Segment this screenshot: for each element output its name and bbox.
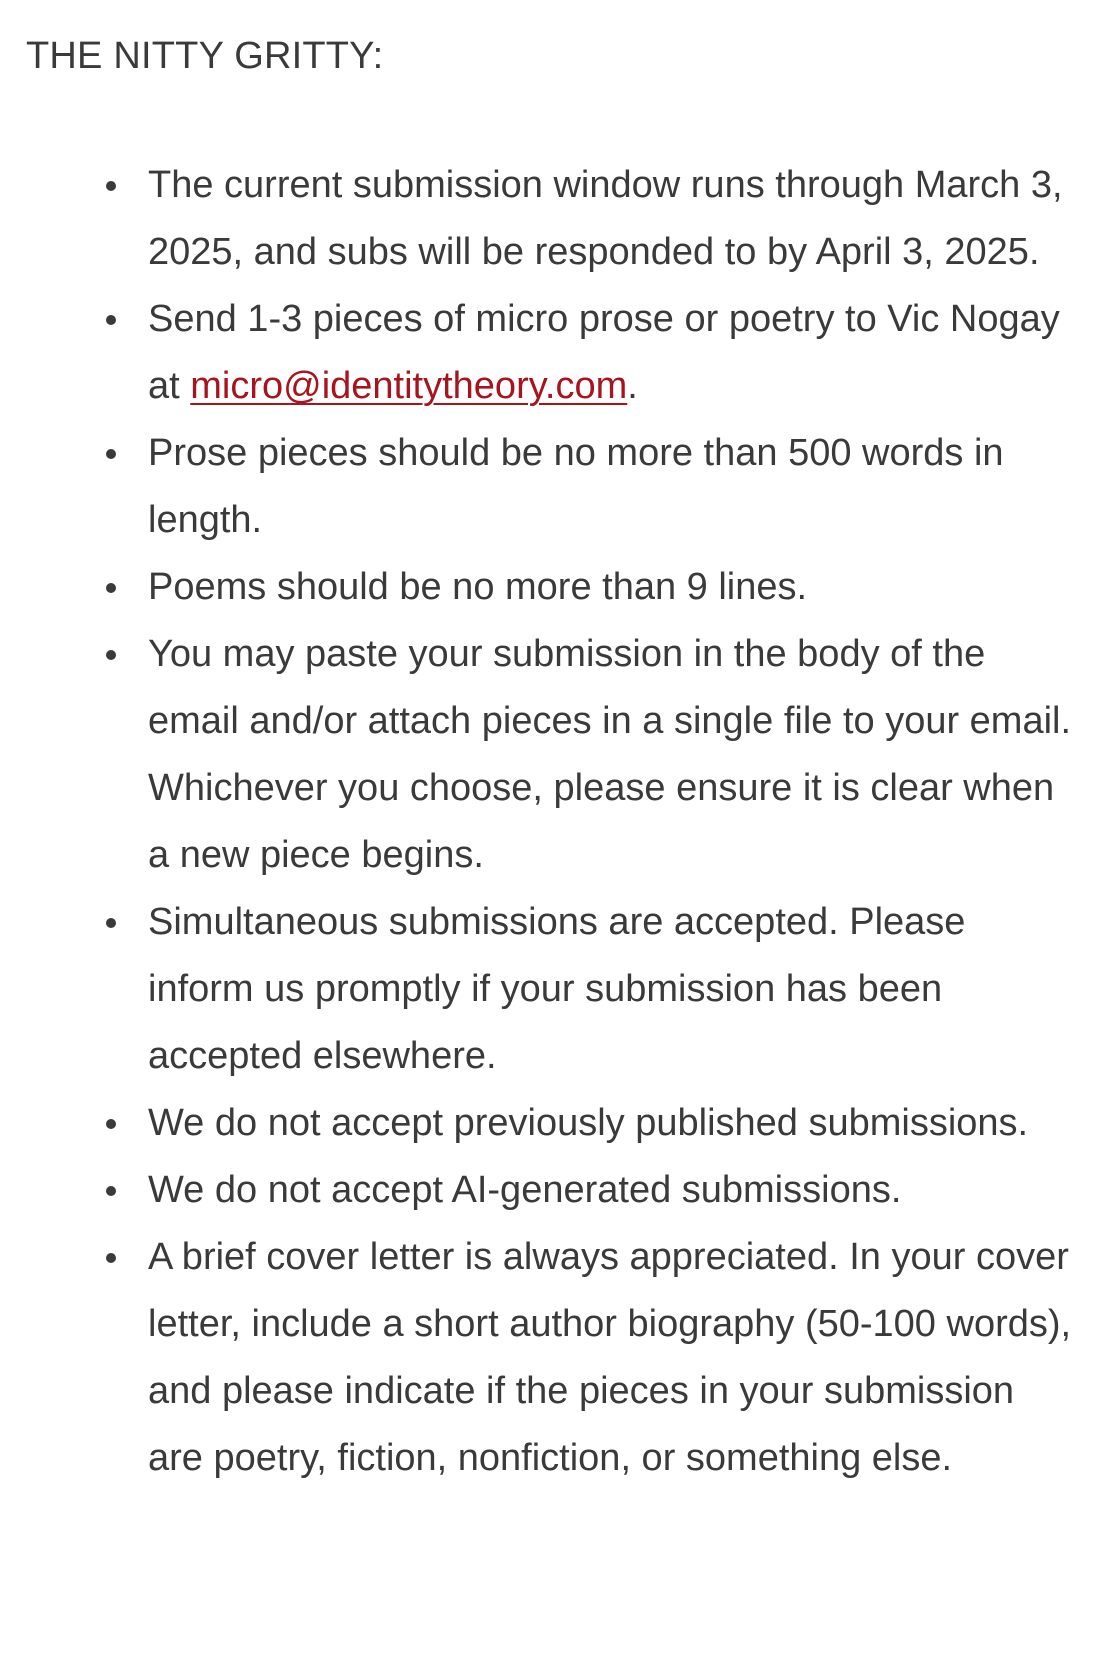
list-item-text: We do not accept AI-generated submissions. [148,1169,902,1211]
bullet-icon [106,918,116,928]
bullet-icon [106,583,116,593]
list-item-text-end: . [627,365,638,407]
list-item-submission-window [148,152,1078,286]
list-item-text: Simultaneous submissions are accepted. Please inform us promptly if your submission has been accepted elsewhere. [148,901,966,1077]
list-item-send-pieces [148,286,1078,420]
list-item-text: You may paste your submission in the body of the email and/or attach pieces in a single file to your email. Whichever you choose, please ensure it is clear when a new piece begins. [148,633,1072,876]
section-heading: THE NITTY GRITTY: [26,35,384,77]
bullet-icon [106,1186,116,1196]
list-item-text: Prose pieces should be no more than 500 words in length. [148,432,1004,541]
bullet-icon [106,1253,116,1263]
email-link[interactable]: micro@identitytheory.com [190,365,628,407]
list-item-text: We do not accept previously published submissions. [148,1102,1029,1144]
bullet-icon [106,181,116,191]
list-item-text: The current submission window runs through March 3, 2025, and subs will be responded to by April 3, 2025. [148,164,1063,273]
bullet-icon [106,449,116,459]
list-item-text: Send 1-3 pieces of micro prose or poetry to Vic Nogay at [148,298,1060,407]
list-item-ai-generated [148,1157,1078,1224]
list-item-simultaneous [148,889,1078,1090]
list-item-previously-published [148,1090,1078,1157]
guidelines-list [148,152,1078,1492]
list-item-text: Poems should be no more than 9 lines. [148,566,808,608]
bullet-icon [106,1119,116,1129]
bullet-icon [106,315,116,325]
list-item-poem-length [148,554,1078,621]
list-item-paste-or-attach [148,621,1078,889]
list-item-cover-letter [148,1224,1078,1492]
list-item-text: A brief cover letter is always appreciated. In your cover letter, include a short author biography (50-100 words), and please indicate if the pieces in your submission are poetry, fiction, nonfiction, or something else. [148,1236,1072,1479]
bullet-icon [106,650,116,660]
list-item-prose-length [148,420,1078,554]
